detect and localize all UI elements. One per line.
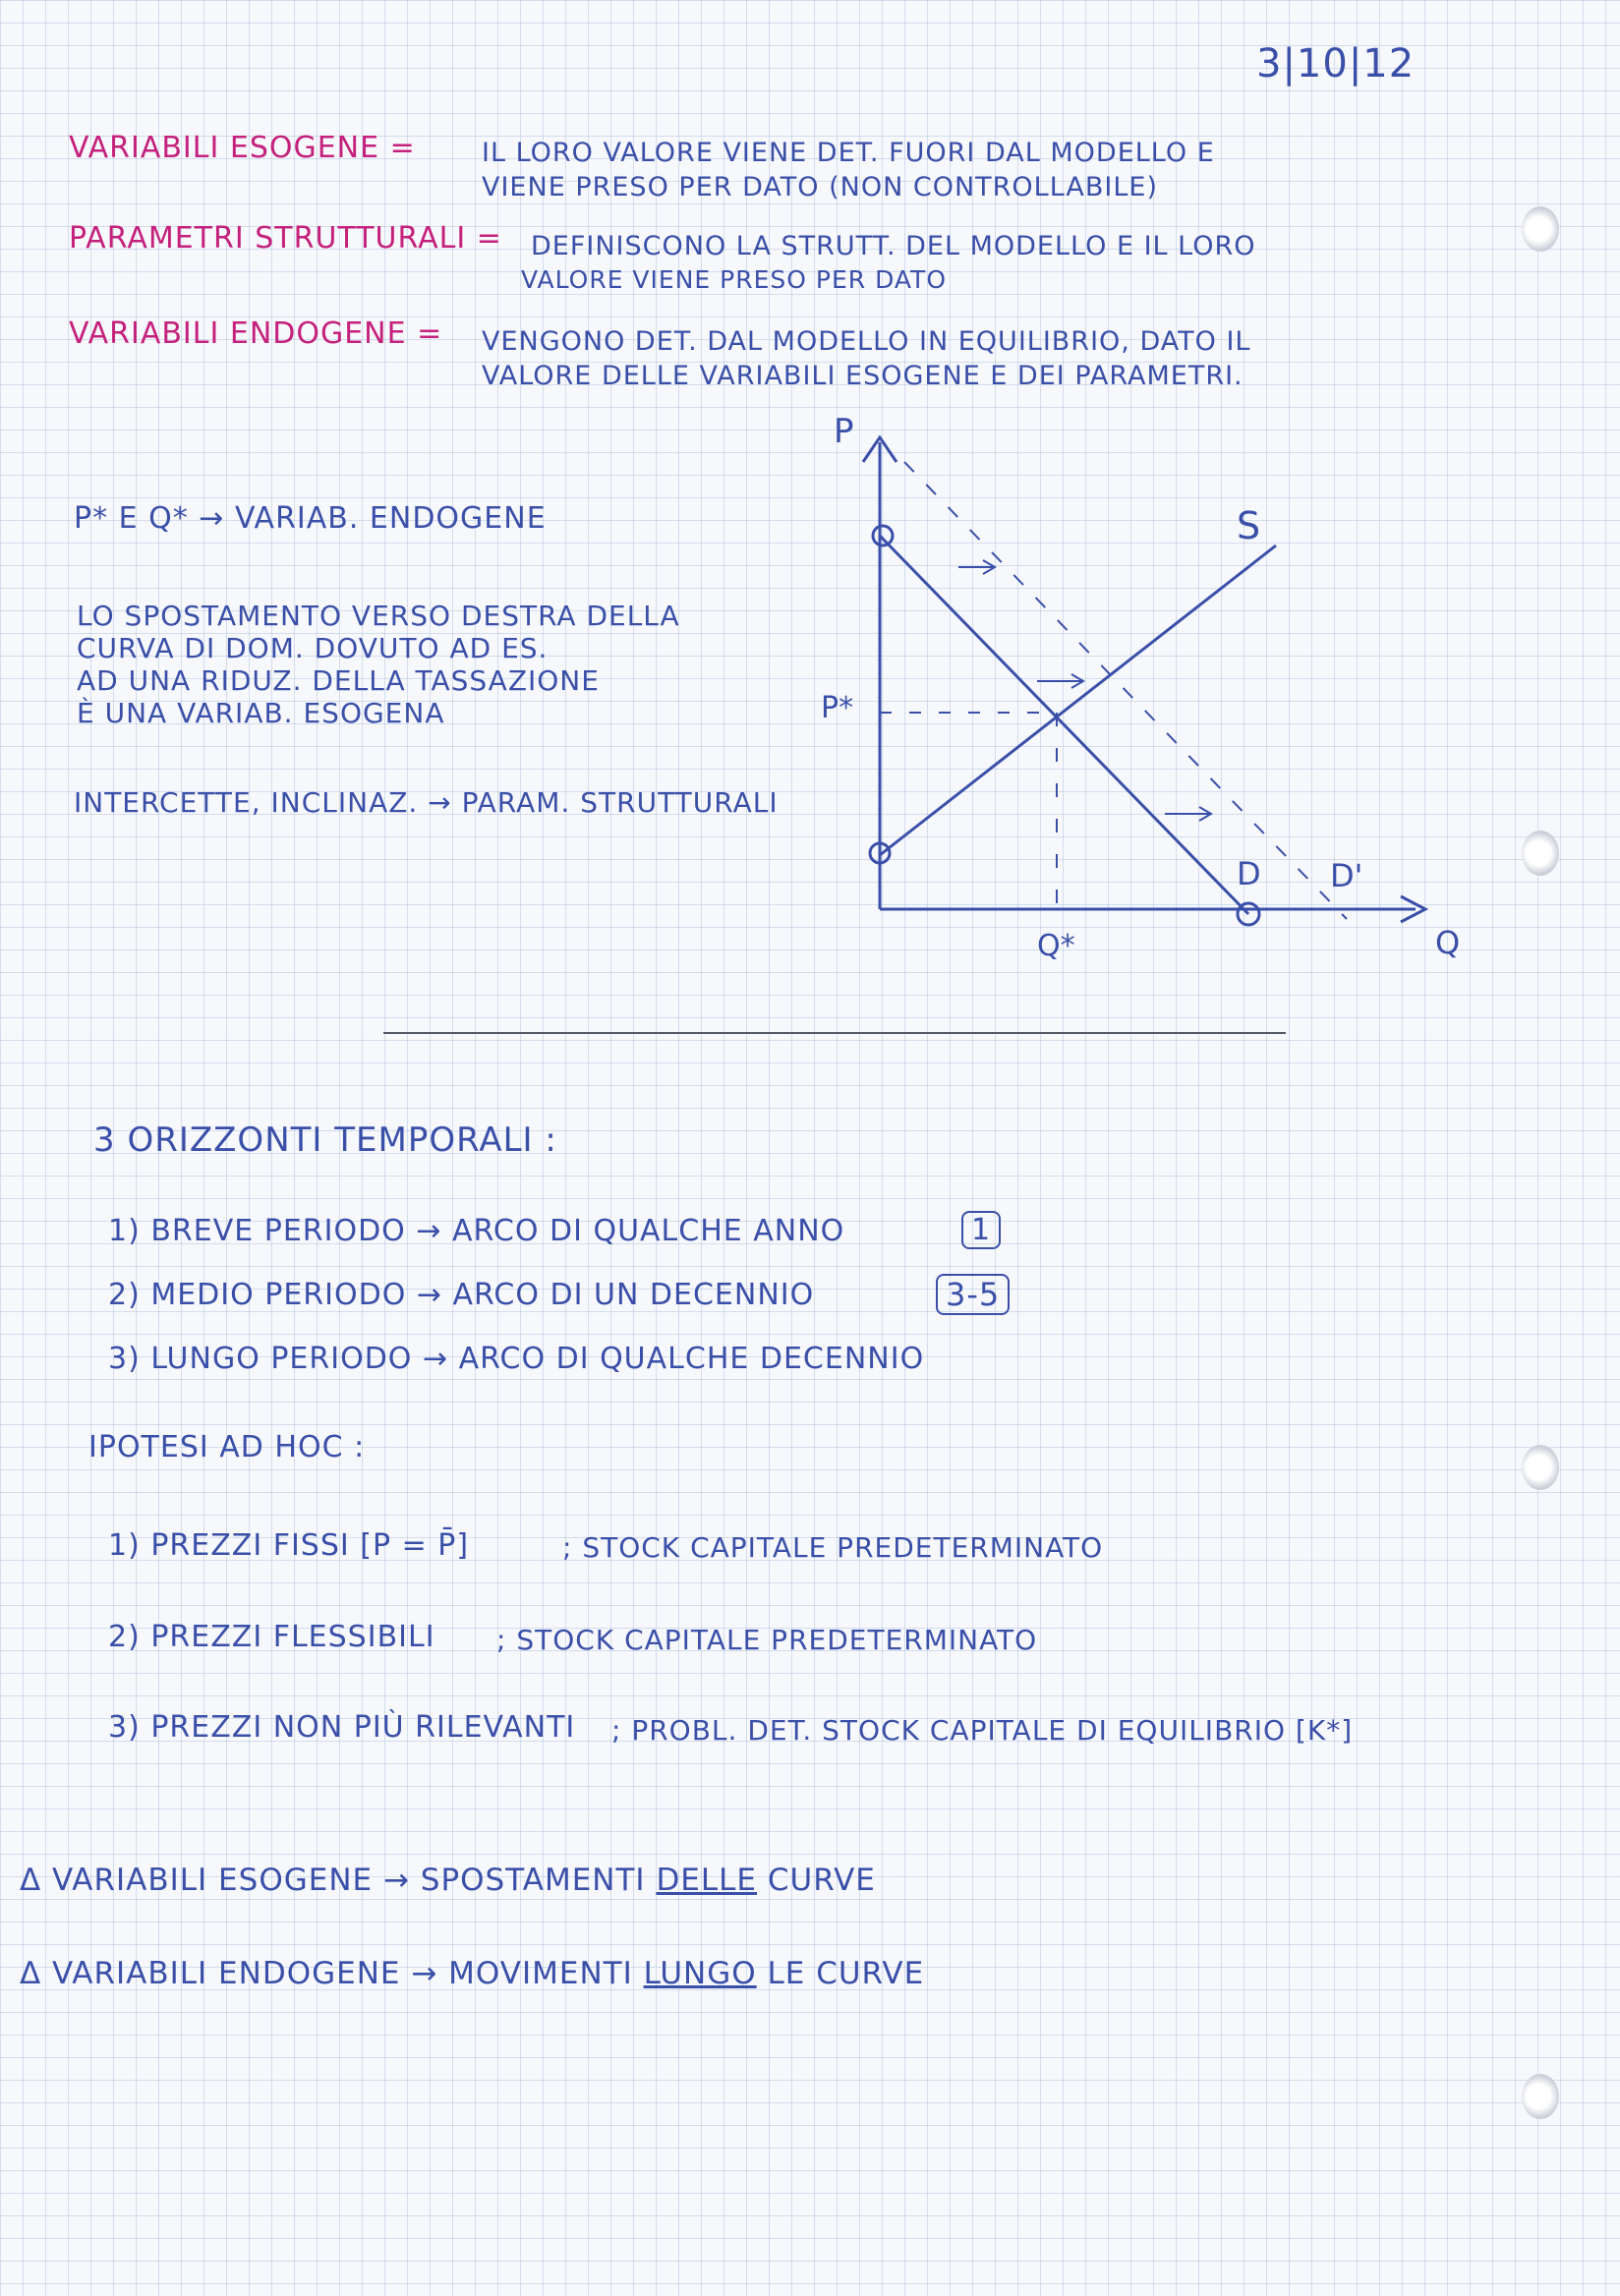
def-endogenous-line1: VENGONO DET. DAL MODELLO IN EQUILIBRIO, DATO IL xyxy=(482,326,1251,357)
punch-hole-4 xyxy=(1522,2074,1559,2119)
note-endogenous: P* E Q* → VARIAB. ENDOGENE xyxy=(74,501,547,536)
p-axis-label: P xyxy=(834,412,854,451)
p-star-label: P* xyxy=(821,691,854,725)
note-shift-line1: LO SPOSTAMENTO VERSO DESTRA DELLA xyxy=(77,600,680,632)
def-params-line2: VALORE VIENE PRESO PER DATO xyxy=(521,265,947,294)
horizons-title: 3 ORIZZONTI TEMPORALI : xyxy=(93,1120,557,1160)
page-date: 3|10|12 xyxy=(1256,41,1416,86)
demand-curve xyxy=(880,536,1248,914)
summary-line-2 xyxy=(20,1956,924,1991)
def-endogenous-term: VARIABILI ENDOGENE = xyxy=(69,316,443,351)
q-star-label: Q* xyxy=(1037,929,1075,963)
def-exogenous-line2: VIENE PRESO PER DATO (NON CONTROLLABILE) xyxy=(482,172,1158,202)
punch-hole-3 xyxy=(1522,1445,1559,1490)
demand-shifted-curve xyxy=(904,462,1347,919)
summary-line-2-prefix: Δ VARIABILI ENDOGENE → MOVIMENTI xyxy=(20,1956,644,1991)
punch-hole-2 xyxy=(1522,831,1559,876)
def-exogenous-term: VARIABILI ESOGENE = xyxy=(69,131,416,165)
demand-intercept-marker xyxy=(873,526,893,545)
q-intercept-marker xyxy=(1238,903,1259,925)
hypothesis-1-right: ; STOCK CAPITALE PREDETERMINATO xyxy=(562,1531,1104,1564)
horizon-item-2: 2) MEDIO PERIODO → ARCO DI UN DECENNIO xyxy=(108,1278,815,1312)
hypothesis-1-left: 1) PREZZI FISSI [P = P̄] xyxy=(108,1528,470,1563)
q-axis-arrow xyxy=(1401,896,1425,922)
q-axis-label: Q xyxy=(1435,924,1461,961)
supply-label: S xyxy=(1237,504,1261,547)
hypothesis-3-left: 3) PREZZI NON PIÙ RILEVANTI xyxy=(108,1710,576,1745)
summary-line-1-emph: DELLE xyxy=(656,1863,758,1898)
horizon-item-3: 3) LUNGO PERIODO → ARCO DI QUALCHE DECENNIO xyxy=(108,1342,925,1376)
summary-line-1-suffix: CURVE xyxy=(757,1863,876,1898)
note-params: INTERCETTE, INCLINAZ. → PARAM. STRUTTURALI xyxy=(74,786,779,819)
p-axis-arrow xyxy=(863,437,897,462)
def-params-line1: DEFINISCONO LA STRUTT. DEL MODELLO E IL LORO xyxy=(531,231,1256,261)
hypothesis-2-left: 2) PREZZI FLESSIBILI xyxy=(108,1620,435,1654)
supply-curve xyxy=(880,545,1276,855)
demand-shift-label: D' xyxy=(1330,857,1363,894)
def-endogenous-line2: VALORE DELLE VARIABILI ESOGENE E DEI PARAMETRI. xyxy=(482,361,1244,391)
summary-line-2-suffix: LE CURVE xyxy=(756,1956,925,1991)
note-shift-line4: È UNA VARIAB. ESOGENA xyxy=(77,697,445,729)
note-shift-line3: AD UNA RIDUZ. DELLA TASSAZIONE xyxy=(77,664,600,697)
summary-line-2-emph: LUNGO xyxy=(643,1956,757,1991)
note-shift-line2: CURVA DI DOM. DOVUTO AD ES. xyxy=(77,632,549,664)
hypotheses-title: IPOTESI AD HOC : xyxy=(88,1430,366,1464)
section-divider xyxy=(383,1032,1286,1034)
hypothesis-2-right: ; STOCK CAPITALE PREDETERMINATO xyxy=(496,1624,1038,1656)
def-params-term: PARAMETRI STRUTTURALI = xyxy=(69,221,502,256)
summary-line-1 xyxy=(20,1863,876,1898)
demand-label: D xyxy=(1237,855,1261,892)
horizon-item-1: 1) BREVE PERIODO → ARCO DI QUALCHE ANNO xyxy=(108,1214,845,1248)
def-exogenous-line1: IL LORO VALORE VIENE DET. FUORI DAL MODELLO E xyxy=(482,138,1215,168)
summary-line-1-prefix: Δ VARIABILI ESOGENE → SPOSTAMENTI xyxy=(20,1863,657,1898)
hypothesis-3-right: ; PROBL. DET. STOCK CAPITALE DI EQUILIBRIO [K*] xyxy=(611,1714,1354,1747)
horizon-item-2-box: 3-5 xyxy=(936,1274,1010,1315)
supply-intercept-marker xyxy=(870,843,890,863)
punch-hole-1 xyxy=(1522,206,1559,252)
horizon-item-1-box: 1 xyxy=(961,1211,1001,1249)
